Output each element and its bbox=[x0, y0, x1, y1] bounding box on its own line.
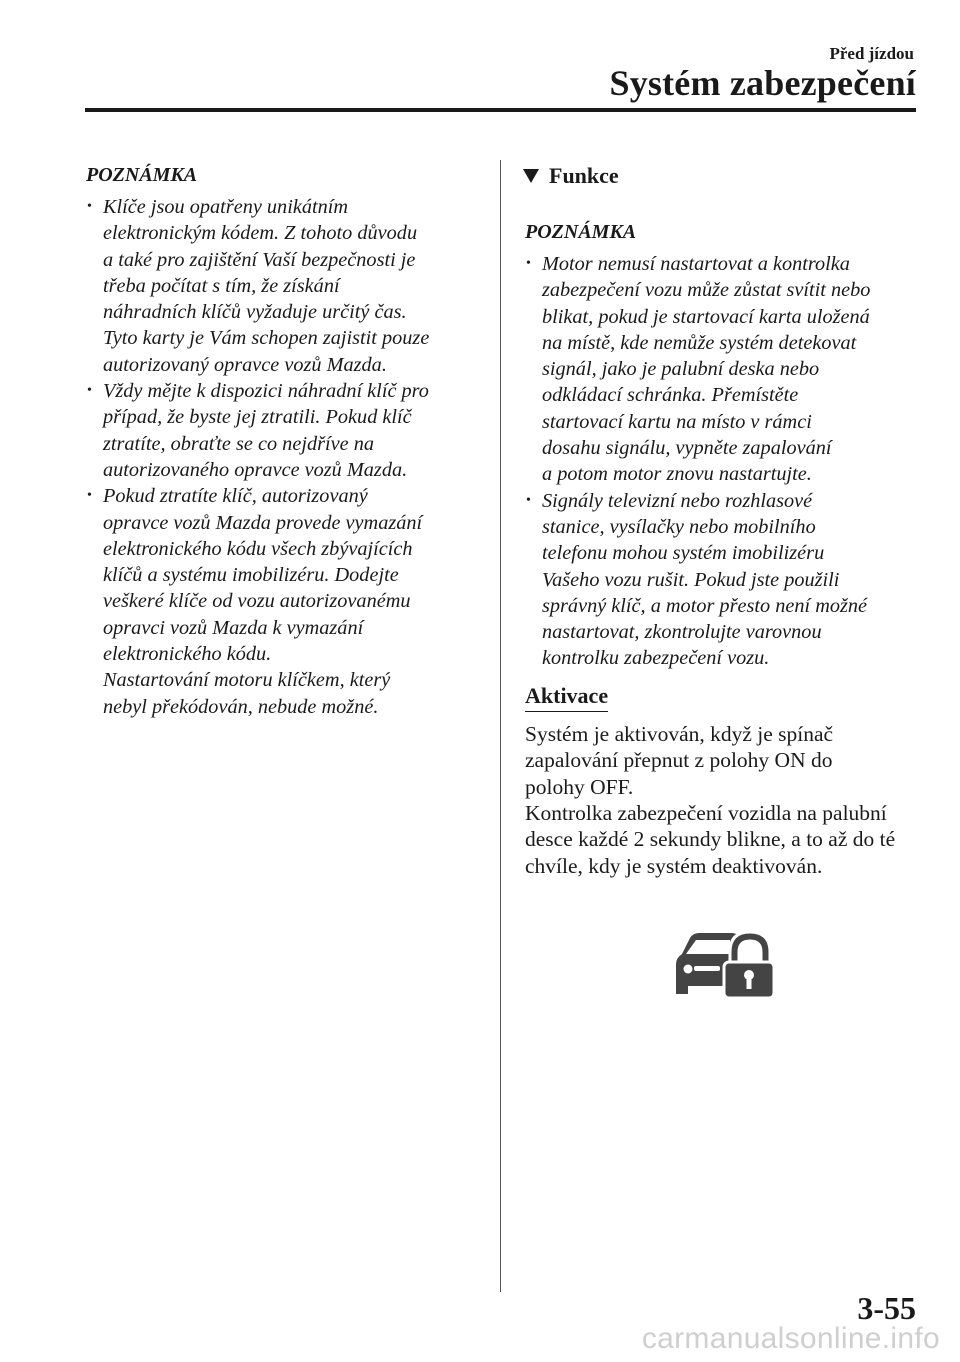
note-line: ztratíte, obraťte se co nejdříve na bbox=[103, 432, 374, 455]
note-line: a také pro zajištění Vaší bezpečnosti je bbox=[103, 248, 416, 271]
note-line: nastartovat, zkontrolujte varovnou bbox=[542, 621, 822, 644]
note-line: Vašeho vozu rušit. Pokud jste použili bbox=[542, 568, 840, 591]
note-line: elektronického kódu. bbox=[103, 643, 272, 666]
note-line: případ, že byste jej ztratili. Pokud klíč bbox=[103, 406, 412, 429]
note-title: POZNÁMKA bbox=[525, 221, 637, 243]
note-line: třeba počítat s tím, že získání bbox=[103, 274, 340, 297]
note-line: signál, jako je palubní deska nebo bbox=[542, 358, 820, 381]
note-line: opravci vozů Mazda k vymazání bbox=[103, 616, 364, 639]
note-item bbox=[86, 194, 478, 378]
note-line: klíčů a systému imobilizéru. Dodejte bbox=[103, 564, 399, 587]
note-line: stanice, vysílačky nebo mobilního bbox=[542, 515, 816, 538]
note-line: blikat, pokud je startovací karta uložená bbox=[542, 305, 870, 328]
note-list bbox=[86, 194, 478, 720]
note-line: dosahu signálu, vypněte zapalování bbox=[542, 437, 832, 460]
watermark: carmanualsonline.info bbox=[641, 1322, 940, 1355]
function-heading bbox=[525, 160, 920, 192]
note-line: veškeré klíče od vozu autorizovanému bbox=[103, 590, 411, 613]
note-line: kontrolku zabezpečení vozu. bbox=[542, 647, 770, 670]
note-line: zabezpečení vozu může zůstat svítit nebo bbox=[542, 279, 871, 302]
note-item bbox=[525, 488, 920, 672]
bullet-icon: • bbox=[87, 199, 92, 214]
function-heading-label: Funkce bbox=[549, 163, 619, 188]
page-number: 3-55 bbox=[857, 1290, 916, 1326]
section-label: Před jízdou bbox=[829, 44, 914, 63]
body-line: polohy OFF. bbox=[525, 774, 634, 799]
body-line: chvíle, kdy je systém deaktivován. bbox=[525, 853, 823, 878]
right-column bbox=[525, 158, 920, 879]
triangle-down-icon bbox=[523, 169, 539, 183]
activation-heading: Aktivace bbox=[525, 682, 608, 712]
note-list bbox=[525, 251, 920, 672]
note-line: autorizovaný opravce vozů Mazda. bbox=[103, 353, 387, 376]
note-line: Nastartování motoru klíčkem, který bbox=[103, 669, 391, 692]
note-title: POZNÁMKA bbox=[86, 164, 198, 186]
bullet-icon: • bbox=[87, 488, 92, 504]
bullet-icon: • bbox=[87, 383, 92, 399]
left-column bbox=[86, 158, 478, 720]
body-line: Systém je aktivován, když je spínač bbox=[525, 721, 834, 746]
note-item bbox=[86, 483, 478, 720]
note-line: na místě, kde nemůže systém detekovat bbox=[542, 331, 857, 354]
note-line: Pokud ztratíte klíč, autorizovaný bbox=[103, 485, 368, 508]
note-line: a potom motor znovu nastartujte. bbox=[542, 463, 812, 486]
note-line: telefonu mohou systém imobilizéru bbox=[542, 542, 825, 565]
note-line: odkládací schránka. Přemístěte bbox=[542, 384, 799, 407]
note-line: Signály televizní nebo rozhlasové bbox=[542, 489, 813, 512]
page-title: Systém zabezpečení bbox=[609, 63, 916, 103]
note-line: správný klíč, a motor přesto není možné bbox=[542, 594, 868, 617]
activation-text bbox=[525, 721, 920, 879]
note-line: opravce vozů Mazda provede vymazání bbox=[103, 511, 423, 534]
note-line: elektronického kódu všech zbývajících bbox=[103, 537, 413, 560]
body-line: Kontrolka zabezpečení vozidla na palubní bbox=[525, 800, 887, 825]
note-line: Tyto karty je Vám schopen zajistit pouze bbox=[103, 327, 430, 350]
note-line: autorizovaného opravce vozů Mazda. bbox=[103, 458, 408, 481]
body-line: zapalování přepnut z polohy ON do bbox=[525, 748, 833, 773]
note-line: startovací kartu na místo v rámci bbox=[542, 410, 812, 433]
note-line: elektronickým kódem. Z tohoto důvodu bbox=[103, 222, 418, 245]
note-line: Vždy mějte k dispozici náhradní klíč pro bbox=[103, 380, 429, 403]
note-line: Klíče jsou opatřeny unikátním bbox=[103, 196, 349, 218]
bullet-icon: • bbox=[526, 256, 531, 271]
bullet-icon: • bbox=[526, 492, 531, 508]
body-line: desce každé 2 sekundy blikne, a to až do té bbox=[525, 827, 896, 852]
note-item bbox=[525, 251, 920, 488]
column-divider bbox=[500, 160, 501, 1292]
note-item bbox=[86, 378, 478, 483]
note-line: nebyl překódován, nebude možné. bbox=[103, 695, 379, 718]
header-rule bbox=[85, 108, 916, 112]
note-line: náhradních klíčů vyžaduje určitý čas. bbox=[103, 301, 407, 324]
car-security-lock-icon bbox=[672, 928, 776, 1000]
note-line: Motor nemusí nastartovat a kontrolka bbox=[542, 253, 850, 275]
